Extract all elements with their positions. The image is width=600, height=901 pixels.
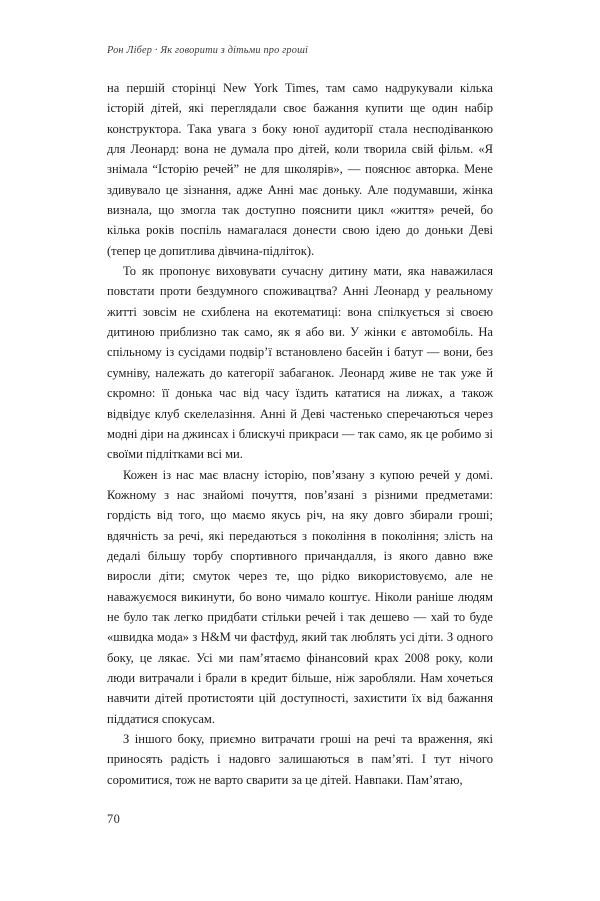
body-paragraph: То як пропонує виховувати сучасну дитину мати, яка наважилася повстати проти бездумного споживацтва? Анні Леонард у реальному житті зовсім не схиблена на екотематиці: вона спілкується зі своєю дитиною приблизно так само, як я або ви. У жінки є автомобіль. На спільному із сусідами подвір’ї встановлено басейн і батут — вони, без сумніву, належать до категорії забаганок. Леонард живе не так уже й скромно: її донька час від часу їздить кататися на лижах, а також відвідує клуб скелелазіння. Анні й Деві частенько сперечаються через модні діри на джинсах і блискучі прикраси — так само, як це робимо зі своїми підлітками всі ми. [107,264,493,462]
running-head: Рон Лібер · Як говорити з дітьми про гроші [107,45,309,56]
body-paragraph: З іншого боку, приємно витрачати гроші на речі та враження, які приносять радість і надовго залишаються в пам’яті. І тут нічого соромитися, тож не варто сварити за це дітей. Навпаки. Пам’ятаю, [107,732,493,787]
page-number: 70 [107,812,121,826]
body-text-block [107,78,493,790]
body-paragraph: на першій сторінці New York Times, там само надрукували кілька історій дітей, які переглядали своє бажання купити ще один набір конструктора. Така увага з боку юної аудиторії стала несподіванкою для Леонард: вона не думала про дітей, коли творила свій фільм. «Я знімала “Історію речей” не для школярів», — пояснює авторка. Мене здивувало це зізнання, адже Анні має доньку. Але подумавши, жінка визнала, що змогла так доступно пояснити цикл «життя» речей, бо кілька років поспіль намагалася донести свою ідею до доньки Деві (тепер це допитлива дівчина-підліток). [107,81,493,258]
body-paragraph: Кожен із нас має власну історію, пов’язану з купою речей у домі. Кожному з нас знайомі почуття, пов’язані з різними предметами: гордість від того, що маємо якусь річ, на яку довго збирали гроші; вдячність за речі, які передаються з покоління в покоління; злість на дедалі більшу торбу спортивного причандалля, із якого давно вже виросли діти; смуток через те, що рідко використовуємо, але не наважуємося викинути, бо воно чимало коштує. Ніколи раніше людям не було так легко придбати стільки речей і так дешево — хай то буде «швидка мода» з H&M чи фастфуд, який так люблять усі діти. З одного боку, це лякає. Усі ми пам’ятаємо фінансовий крах 2008 року, коли люди витрачали і брали в кредит більше, ніж заробляли. Нам хочеться навчити дітей протистояти цій доступності, захистити їх від бажання піддатися спокусам. [107,467,493,726]
